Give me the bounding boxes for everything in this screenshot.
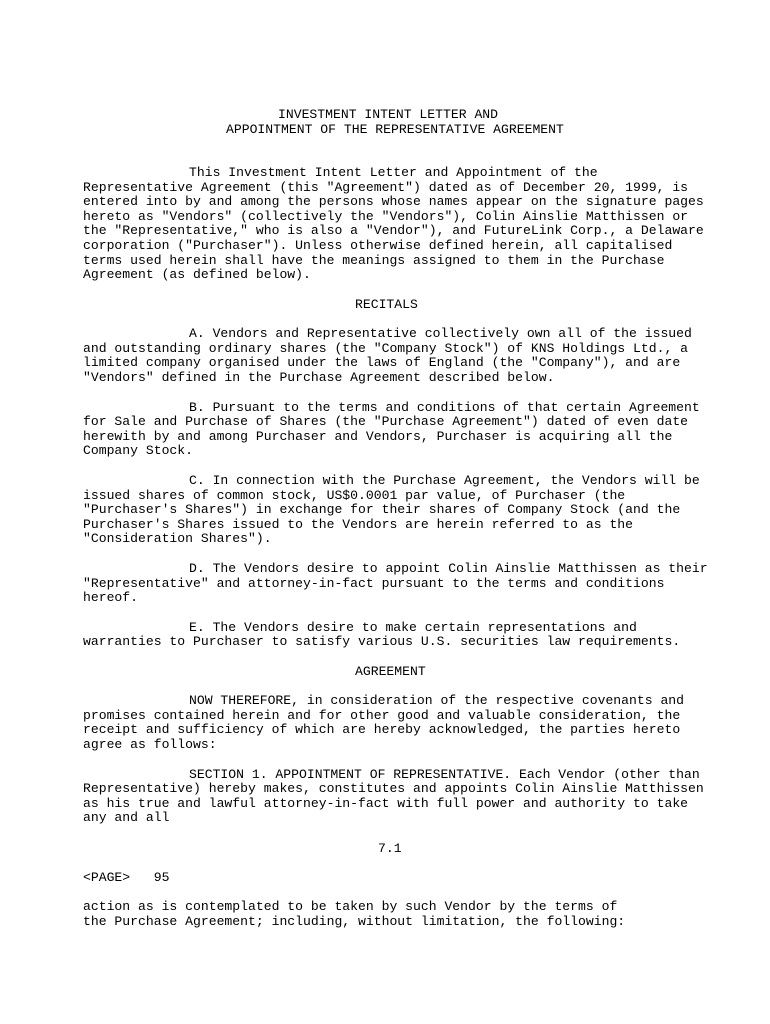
intro-line: entered into by and among the persons whose names appear on the signature pages: [83, 194, 704, 210]
recital-line: herewith by and among Purchaser and Vendors, Purchaser is acquiring all the: [83, 428, 673, 444]
recital-line: for Sale and Purchase of Shares (the "Purchase Agreement") dated of even date: [83, 414, 689, 430]
paragraph-line: receipt and sufficiency of which are hereby acknowledged, the parties hereto: [83, 722, 681, 738]
intro-line: This Investment Intent Letter and Appointment of the: [189, 165, 598, 180]
document-title-line-2: APPOINTMENT OF THE REPRESENTATIVE AGREEMENT: [226, 121, 564, 137]
recitals-heading: RECITALS: [355, 297, 418, 312]
paragraph-line: NOW THEREFORE, in consideration of the respective covenants and: [189, 693, 685, 708]
recital-line: limited company organised under the laws of England (the "Company"), and are: [83, 355, 681, 371]
agreement-heading: AGREEMENT: [355, 663, 426, 679]
recital-line: "Representative" and attorney-in-fact pursuant to the terms and conditions: [83, 575, 665, 591]
recital-line: C. In connection with the Purchase Agreement, the Vendors will be: [189, 473, 700, 488]
page-number: 7.1: [378, 840, 402, 856]
recital-line: "Vendors" defined in the Purchase Agreement described below.: [83, 369, 555, 385]
recital-line: "Purchaser's Shares") in exchange for their shares of Company Stock (and the: [83, 502, 681, 518]
recital-line: issued shares of common stock, US$0.0001 par value, of Purchaser (the: [83, 487, 626, 503]
intro-line: corporation ("Purchaser"). Unless otherwise defined herein, all capitalised: [83, 238, 673, 253]
paragraph-line: any and all: [83, 810, 170, 826]
intro-line: terms used herein shall have the meanings assigned to them in the Purchase: [83, 252, 665, 268]
paragraph-line: action as is contemplated to be taken by such Vendor by the terms of: [83, 899, 618, 914]
paragraph-line: the Purchase Agreement; including, without limitation, the following:: [83, 913, 626, 929]
recital-line: "Consideration Shares").: [83, 531, 272, 547]
paragraph-line: promises contained herein and for other good and valuable consideration, the: [83, 707, 681, 723]
document-title-line-1: INVESTMENT INTENT LETTER AND: [278, 107, 499, 122]
paragraph-line: as his true and lawful attorney-in-fact with full power and authority to take: [83, 795, 689, 811]
recital-line: Company Stock.: [83, 443, 194, 459]
recital-line: Purchaser's Shares issued to the Vendors are herein referred to as the: [83, 516, 634, 532]
recital-line: hereof.: [83, 590, 139, 606]
paragraph-line: Representative) hereby makes, constitutes and appoints Colin Ainslie Matthissen: [83, 781, 704, 797]
paragraph-line: agree as follows:: [83, 736, 217, 752]
intro-line: the "Representative," who is also a "Vendor"), and FutureLink Corp., a Delaware: [83, 223, 704, 239]
intro-line: Representative Agreement (this "Agreement") dated as of December 20, 1999, is: [83, 179, 689, 195]
recital-line: A. Vendors and Representative collectively own all of the issued: [189, 326, 692, 341]
recital-line: B. Pursuant to the terms and conditions of that certain Agreement: [189, 399, 700, 415]
recital-line: warranties to Purchaser to satisfy various U.S. securities law requirements.: [83, 634, 681, 650]
recital-line: and outstanding ordinary shares (the "Company Stock") of KNS Holdings Ltd., a: [83, 340, 689, 356]
intro-line: Agreement (as defined below).: [83, 267, 311, 283]
intro-line: hereto as "Vendors" (collectively the "Vendors"), Colin Ainslie Matthissen or: [83, 208, 689, 224]
recital-line: D. The Vendors desire to appoint Colin Ainslie Matthissen as their: [189, 561, 708, 576]
paragraph-line: SECTION 1. APPOINTMENT OF REPRESENTATIVE. Each Vendor (other than: [189, 766, 700, 782]
page-marker: <PAGE> 95: [83, 869, 170, 885]
recital-line: E. The Vendors desire to make certain representations and: [189, 619, 637, 635]
